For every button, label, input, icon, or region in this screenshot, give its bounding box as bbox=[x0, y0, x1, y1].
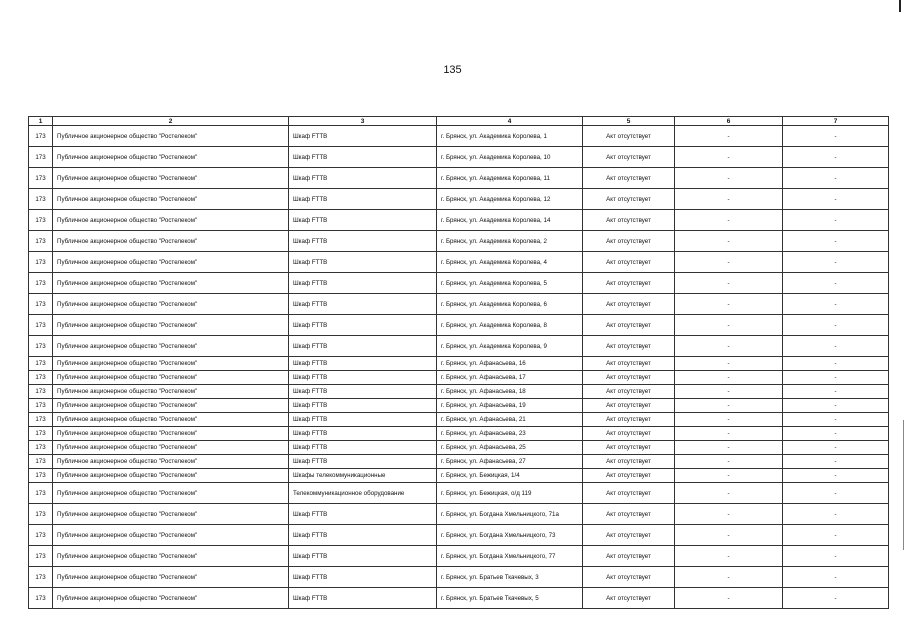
row-number: 173 bbox=[29, 126, 53, 147]
owner-name: Публичное акционерное общество "Ростелеком" bbox=[53, 427, 289, 441]
owner-name: Публичное акционерное общество "Ростелеком" bbox=[53, 294, 289, 315]
owner-name: Публичное акционерное общество "Ростелеком" bbox=[53, 567, 289, 588]
column-6-value: - bbox=[675, 413, 783, 427]
column-6-value: - bbox=[675, 336, 783, 357]
register-table bbox=[28, 116, 889, 609]
row-number: 173 bbox=[29, 504, 53, 525]
act-status: Акт отсутствует bbox=[583, 504, 675, 525]
column-6-value: - bbox=[675, 357, 783, 371]
owner-name: Публичное акционерное общество "Ростелеком" bbox=[53, 357, 289, 371]
object-address: г. Брянск, ул. Академика Королева, 2 bbox=[437, 231, 583, 252]
column-7-value: - bbox=[783, 168, 889, 189]
owner-name: Публичное акционерное общество "Ростелеком" bbox=[53, 315, 289, 336]
object-address: г. Брянск, ул. Академика Королева, 9 bbox=[437, 336, 583, 357]
column-6-value: - bbox=[675, 455, 783, 469]
column-7-value: - bbox=[783, 525, 889, 546]
row-number: 173 bbox=[29, 294, 53, 315]
column-7-value: - bbox=[783, 504, 889, 525]
object-type: Шкаф FTTB bbox=[289, 399, 437, 413]
column-header: 5 bbox=[583, 117, 675, 126]
owner-name: Публичное акционерное общество "Ростелеком" bbox=[53, 525, 289, 546]
owner-name: Публичное акционерное общество "Ростелеком" bbox=[53, 336, 289, 357]
owner-name: Публичное акционерное общество "Ростелеком" bbox=[53, 546, 289, 567]
row-number: 173 bbox=[29, 385, 53, 399]
object-type: Шкаф FTTB bbox=[289, 504, 437, 525]
column-6-value: - bbox=[675, 441, 783, 455]
table-row bbox=[29, 441, 889, 455]
object-address: г. Брянск, ул. Академика Королева, 1 bbox=[437, 126, 583, 147]
column-6-value: - bbox=[675, 371, 783, 385]
column-7-value: - bbox=[783, 546, 889, 567]
act-status: Акт отсутствует bbox=[583, 357, 675, 371]
object-address: г. Брянск, ул. Богдана Хмельницкого, 77 bbox=[437, 546, 583, 567]
column-7-value: - bbox=[783, 252, 889, 273]
table-row bbox=[29, 126, 889, 147]
act-status: Акт отсутствует bbox=[583, 210, 675, 231]
act-status: Акт отсутствует bbox=[583, 469, 675, 483]
object-type: Шкаф FTTB bbox=[289, 126, 437, 147]
row-number: 173 bbox=[29, 567, 53, 588]
object-type: Шкаф FTTB bbox=[289, 567, 437, 588]
act-status: Акт отсутствует bbox=[583, 147, 675, 168]
owner-name: Публичное акционерное общество "Ростелеком" bbox=[53, 441, 289, 455]
column-7-value: - bbox=[783, 427, 889, 441]
object-type: Шкаф FTTB bbox=[289, 385, 437, 399]
table-row bbox=[29, 357, 889, 371]
column-7-value: - bbox=[783, 413, 889, 427]
object-type: Шкаф FTTB bbox=[289, 525, 437, 546]
act-status: Акт отсутствует bbox=[583, 413, 675, 427]
act-status: Акт отсутствует bbox=[583, 546, 675, 567]
object-type: Шкаф FTTB bbox=[289, 413, 437, 427]
object-type: Шкаф FTTB bbox=[289, 210, 437, 231]
column-6-value: - bbox=[675, 189, 783, 210]
column-header: 2 bbox=[53, 117, 289, 126]
owner-name: Публичное акционерное общество "Ростелеком" bbox=[53, 168, 289, 189]
object-address: г. Брянск, ул. Афанасьева, 23 bbox=[437, 427, 583, 441]
table-row bbox=[29, 168, 889, 189]
object-address: г. Брянск, ул. Академика Королева, 12 bbox=[437, 189, 583, 210]
column-6-value: - bbox=[675, 399, 783, 413]
owner-name: Публичное акционерное общество "Ростелеком" bbox=[53, 273, 289, 294]
owner-name: Публичное акционерное общество "Ростелеком" bbox=[53, 189, 289, 210]
column-6-value: - bbox=[675, 168, 783, 189]
object-address: г. Брянск, ул. Академика Королева, 11 bbox=[437, 168, 583, 189]
act-status: Акт отсутствует bbox=[583, 273, 675, 294]
object-address: г. Брянск, ул. Академика Королева, 4 bbox=[437, 252, 583, 273]
table-row bbox=[29, 399, 889, 413]
table-row bbox=[29, 469, 889, 483]
table-row bbox=[29, 588, 889, 609]
object-address: г. Брянск, ул. Братьев Ткачевых, 3 bbox=[437, 567, 583, 588]
object-address: г. Брянск, ул. Афанасьева, 25 bbox=[437, 441, 583, 455]
owner-name: Публичное акционерное общество "Ростелеком" bbox=[53, 588, 289, 609]
row-number: 173 bbox=[29, 357, 53, 371]
object-address: г. Брянск, ул. Афанасьева, 17 bbox=[437, 371, 583, 385]
owner-name: Публичное акционерное общество "Ростелеком" bbox=[53, 483, 289, 504]
row-number: 173 bbox=[29, 336, 53, 357]
table-body bbox=[29, 126, 889, 609]
act-status: Акт отсутствует bbox=[583, 231, 675, 252]
object-type: Шкаф FTTB bbox=[289, 336, 437, 357]
object-type: Шкаф FTTB bbox=[289, 427, 437, 441]
row-number: 173 bbox=[29, 189, 53, 210]
row-number: 173 bbox=[29, 525, 53, 546]
column-6-value: - bbox=[675, 504, 783, 525]
table-row bbox=[29, 294, 889, 315]
object-type: Шкаф FTTB bbox=[289, 189, 437, 210]
column-6-value: - bbox=[675, 427, 783, 441]
column-6-value: - bbox=[675, 147, 783, 168]
object-address: г. Брянск, ул. Академика Королева, 5 bbox=[437, 273, 583, 294]
column-6-value: - bbox=[675, 483, 783, 504]
column-7-value: - bbox=[783, 189, 889, 210]
row-number: 173 bbox=[29, 252, 53, 273]
object-address: г. Брянск, ул. Афанасьева, 16 bbox=[437, 357, 583, 371]
row-number: 173 bbox=[29, 147, 53, 168]
object-address: г. Брянск, ул. Афанасьева, 27 bbox=[437, 455, 583, 469]
object-address: г. Брянск, ул. Академика Королева, 8 bbox=[437, 315, 583, 336]
object-type: Шкаф FTTB bbox=[289, 357, 437, 371]
column-7-value: - bbox=[783, 315, 889, 336]
object-address: г. Брянск, ул. Братьев Ткачевых, 5 bbox=[437, 588, 583, 609]
column-6-value: - bbox=[675, 385, 783, 399]
object-address: г. Брянск, ул. Богдана Хмельницкого, 73 bbox=[437, 525, 583, 546]
column-6-value: - bbox=[675, 469, 783, 483]
row-number: 173 bbox=[29, 588, 53, 609]
column-6-value: - bbox=[675, 294, 783, 315]
column-7-value: - bbox=[783, 336, 889, 357]
object-address: г. Брянск, ул. Бежицкая, о/д 119 bbox=[437, 483, 583, 504]
column-7-value: - bbox=[783, 273, 889, 294]
act-status: Акт отсутствует bbox=[583, 189, 675, 210]
table-row bbox=[29, 210, 889, 231]
row-number: 173 bbox=[29, 231, 53, 252]
object-type: Шкаф FTTB bbox=[289, 231, 437, 252]
table-row bbox=[29, 413, 889, 427]
owner-name: Публичное акционерное общество "Ростелеком" bbox=[53, 455, 289, 469]
column-6-value: - bbox=[675, 210, 783, 231]
owner-name: Публичное акционерное общество "Ростелеком" bbox=[53, 231, 289, 252]
column-7-value: - bbox=[783, 399, 889, 413]
object-type: Шкаф FTTB bbox=[289, 546, 437, 567]
act-status: Акт отсутствует bbox=[583, 315, 675, 336]
row-number: 173 bbox=[29, 469, 53, 483]
act-status: Акт отсутствует bbox=[583, 567, 675, 588]
object-type: Шкаф FTTB bbox=[289, 273, 437, 294]
table-row bbox=[29, 252, 889, 273]
object-type: Шкаф FTTB bbox=[289, 588, 437, 609]
column-7-value: - bbox=[783, 385, 889, 399]
column-6-value: - bbox=[675, 126, 783, 147]
row-number: 173 bbox=[29, 315, 53, 336]
row-number: 173 bbox=[29, 441, 53, 455]
owner-name: Публичное акционерное общество "Ростелеком" bbox=[53, 413, 289, 427]
act-status: Акт отсутствует bbox=[583, 126, 675, 147]
act-status: Акт отсутствует bbox=[583, 588, 675, 609]
table-row bbox=[29, 483, 889, 504]
object-type: Шкаф FTTB bbox=[289, 371, 437, 385]
owner-name: Публичное акционерное общество "Ростелеком" bbox=[53, 504, 289, 525]
row-number: 173 bbox=[29, 427, 53, 441]
row-number: 173 bbox=[29, 273, 53, 294]
row-number: 173 bbox=[29, 483, 53, 504]
owner-name: Публичное акционерное общество "Ростелеком" bbox=[53, 385, 289, 399]
table-row bbox=[29, 546, 889, 567]
column-header: 6 bbox=[675, 117, 783, 126]
column-7-value: - bbox=[783, 483, 889, 504]
column-7-value: - bbox=[783, 231, 889, 252]
object-address: г. Брянск, ул. Богдана Хмельницкого, 71а bbox=[437, 504, 583, 525]
table-row bbox=[29, 385, 889, 399]
column-7-value: - bbox=[783, 147, 889, 168]
table-row bbox=[29, 336, 889, 357]
column-header: 4 bbox=[437, 117, 583, 126]
column-7-value: - bbox=[783, 455, 889, 469]
object-type: Шкаф FTTB bbox=[289, 294, 437, 315]
table-row bbox=[29, 189, 889, 210]
table-row bbox=[29, 231, 889, 252]
object-type: Телекоммуникационное оборудование bbox=[289, 483, 437, 504]
table-row bbox=[29, 525, 889, 546]
object-address: г. Брянск, ул. Афанасьева, 21 bbox=[437, 413, 583, 427]
act-status: Акт отсутствует bbox=[583, 336, 675, 357]
page-number: 135 bbox=[443, 64, 462, 76]
column-6-value: - bbox=[675, 525, 783, 546]
column-7-value: - bbox=[783, 469, 889, 483]
column-7-value: - bbox=[783, 357, 889, 371]
table-row bbox=[29, 371, 889, 385]
object-type: Шкафы телекоммуникационные bbox=[289, 469, 437, 483]
owner-name: Публичное акционерное общество "Ростелеком" bbox=[53, 399, 289, 413]
column-7-value: - bbox=[783, 126, 889, 147]
owner-name: Публичное акционерное общество "Ростелеком" bbox=[53, 469, 289, 483]
object-address: г. Брянск, ул. Академика Королева, 10 bbox=[437, 147, 583, 168]
column-7-value: - bbox=[783, 294, 889, 315]
column-7-value: - bbox=[783, 210, 889, 231]
column-7-value: - bbox=[783, 371, 889, 385]
object-type: Шкаф FTTB bbox=[289, 315, 437, 336]
object-address: г. Брянск, ул. Академика Королева, 14 bbox=[437, 210, 583, 231]
column-7-value: - bbox=[783, 588, 889, 609]
object-type: Шкаф FTTB bbox=[289, 252, 437, 273]
row-number: 173 bbox=[29, 168, 53, 189]
act-status: Акт отсутствует bbox=[583, 525, 675, 546]
row-number: 173 bbox=[29, 399, 53, 413]
object-type: Шкаф FTTB bbox=[289, 455, 437, 469]
act-status: Акт отсутствует bbox=[583, 371, 675, 385]
act-status: Акт отсутствует bbox=[583, 455, 675, 469]
column-header: 7 bbox=[783, 117, 889, 126]
column-6-value: - bbox=[675, 231, 783, 252]
owner-name: Публичное акционерное общество "Ростелеком" bbox=[53, 210, 289, 231]
act-status: Акт отсутствует bbox=[583, 294, 675, 315]
column-6-value: - bbox=[675, 252, 783, 273]
object-address: г. Брянск, ул. Афанасьева, 19 bbox=[437, 399, 583, 413]
column-6-value: - bbox=[675, 546, 783, 567]
column-6-value: - bbox=[675, 567, 783, 588]
column-6-value: - bbox=[675, 273, 783, 294]
act-status: Акт отсутствует bbox=[583, 441, 675, 455]
act-status: Акт отсутствует bbox=[583, 483, 675, 504]
object-address: г. Брянск, ул. Академика Королева, 6 bbox=[437, 294, 583, 315]
row-number: 173 bbox=[29, 413, 53, 427]
column-6-value: - bbox=[675, 588, 783, 609]
object-address: г. Брянск, ул. Бежицкая, 1/4 bbox=[437, 469, 583, 483]
owner-name: Публичное акционерное общество "Ростелеком" bbox=[53, 371, 289, 385]
table-row bbox=[29, 273, 889, 294]
column-7-value: - bbox=[783, 567, 889, 588]
row-number: 173 bbox=[29, 371, 53, 385]
object-type: Шкаф FTTB bbox=[289, 441, 437, 455]
act-status: Акт отсутствует bbox=[583, 427, 675, 441]
table-row bbox=[29, 315, 889, 336]
table-row bbox=[29, 504, 889, 525]
scan-side-line bbox=[903, 420, 904, 550]
object-type: Шкаф FTTB bbox=[289, 168, 437, 189]
column-header: 1 bbox=[29, 117, 53, 126]
column-6-value: - bbox=[675, 315, 783, 336]
table-row bbox=[29, 567, 889, 588]
object-address: г. Брянск, ул. Афанасьева, 18 bbox=[437, 385, 583, 399]
act-status: Акт отсутствует bbox=[583, 385, 675, 399]
object-type: Шкаф FTTB bbox=[289, 147, 437, 168]
row-number: 173 bbox=[29, 455, 53, 469]
row-number: 173 bbox=[29, 546, 53, 567]
table-row bbox=[29, 427, 889, 441]
column-7-value: - bbox=[783, 441, 889, 455]
table-row bbox=[29, 147, 889, 168]
table-row bbox=[29, 455, 889, 469]
owner-name: Публичное акционерное общество "Ростелеком" bbox=[53, 126, 289, 147]
owner-name: Публичное акционерное общество "Ростелеком" bbox=[53, 252, 289, 273]
header-row bbox=[29, 117, 889, 126]
owner-name: Публичное акционерное общество "Ростелеком" bbox=[53, 147, 289, 168]
column-header: 3 bbox=[289, 117, 437, 126]
act-status: Акт отсутствует bbox=[583, 252, 675, 273]
act-status: Акт отсутствует bbox=[583, 399, 675, 413]
scan-edge-mark bbox=[899, 0, 901, 12]
row-number: 173 bbox=[29, 210, 53, 231]
act-status: Акт отсутствует bbox=[583, 168, 675, 189]
